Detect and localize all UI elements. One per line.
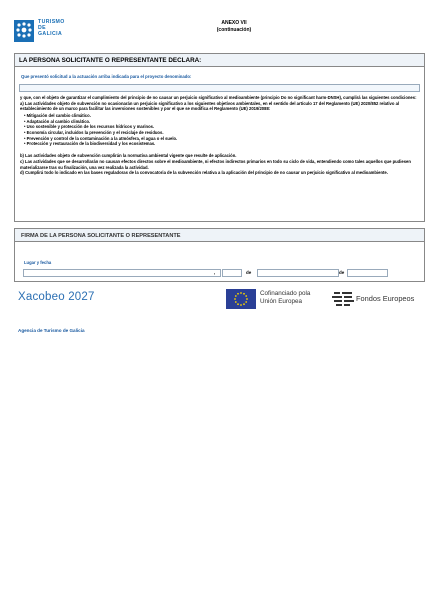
- declaration-item-c: c) Las actividades que se desarrollarán no causan efectos directos sobre el medioambiente, ni efectos indirectos primarios en todo su ciclo de vida, entendiendo como tales aquellos que pudiesen materializarse tras su finalización, una vez realizada la actividad.: [20, 158, 411, 170]
- declaration-item-d: d) Cumplirá todo lo indicado en las bases reguladoras de la convocatoria de la subvención relativa a la aplicación del principio de no causar un perjuicio significativo al medioambiente.: [20, 170, 388, 176]
- declaration-header: [15, 54, 424, 67]
- list-item: • Mitigación del cambio climático.: [24, 113, 422, 119]
- european-funds-icon: [332, 290, 354, 308]
- eu-line: Cofinanciado pola: [260, 290, 311, 297]
- xacobeo-logo: Xacobeo 2027: [18, 291, 95, 303]
- de-separator: de: [246, 270, 252, 275]
- project-label: Que presentó solicitud a la actuación arriba indicada para el proyecto denominado:: [21, 74, 192, 79]
- agency-name: Agencia de Turismo de Galicia: [18, 328, 85, 333]
- declaration-item-a: a) Las actividades objeto de subvención no ocasionarán un perjuicio significativo a los siguientes objetivos ambientales, en el sentido del artículo 17 del Reglamento (UE) 2020/852 relativo al establecimiento de un marco para facilitar las inversiones sostenibles y por el que se modifica el Reglamento (UE) 2019/2088:: [20, 100, 400, 112]
- signature-title: FIRMA DE LA PERSONA SOLICITANTE O REPRESENTANTE: [21, 232, 181, 239]
- month-input[interactable]: [257, 269, 339, 277]
- logo-wordmark: [38, 19, 65, 38]
- list-item: • Economía circular, incluidos la prevención y el reciclaje de residuos.: [24, 130, 422, 136]
- declaration-title: LA PERSONA SOLICITANTE O REPRESENTANTE DECLARA:: [19, 57, 202, 64]
- eu-line: Unión Europea: [260, 297, 303, 305]
- eu-flag-icon: [226, 289, 256, 309]
- list-item: • Protección y restauración de la biodiversidad y los ecosistemas.: [24, 141, 422, 147]
- list-item: • Adaptación al cambio climático.: [24, 119, 422, 125]
- place-input[interactable]: [23, 269, 221, 277]
- list-item: • Prevención y control de la contaminación a la atmósfera, el agua o el suelo.: [24, 136, 422, 142]
- logo-line: DE: [38, 25, 47, 32]
- day-input[interactable]: [222, 269, 242, 277]
- project-name-input[interactable]: [19, 84, 420, 92]
- declaration-section: [14, 53, 425, 222]
- place-date-label: Lugar y fecha: [24, 260, 52, 265]
- declaration-item-b: b) Las actividades objeto de subvención cumplirán la normativa ambiental vigente que resulte de aplicación.: [20, 153, 237, 159]
- declaration-intro: y que, con el objeto de garantizar el cumplimiento del principio de no causar un perjuicio significativo al medioambiente (principio Do no significant harm-DNSH), cumplirá las siguientes condiciones:: [20, 95, 417, 100]
- objectives-list: [20, 113, 422, 147]
- european-funds-text: Fondos Europeos: [356, 294, 415, 303]
- list-item: • Uso sostenible y protección de los recursos hídricos y marinos.: [24, 124, 422, 130]
- declaration-body: [20, 95, 422, 176]
- signature-header: [15, 229, 424, 242]
- year-input[interactable]: [347, 269, 388, 277]
- scallop-shell-icon: [14, 20, 34, 42]
- annex-subtitle: (continuación): [216, 27, 252, 33]
- comma-separator: ,: [214, 270, 216, 275]
- annex-title: ANEXO VII: [221, 20, 247, 26]
- turismo-galicia-logo: [14, 18, 84, 46]
- de-separator: de: [339, 270, 345, 275]
- eu-cofinance-text: [260, 290, 310, 305]
- logo-line: TURISMO: [38, 19, 65, 25]
- signature-section: [14, 228, 425, 282]
- logo-line: GALICIA: [38, 31, 63, 38]
- annex-heading: [214, 20, 254, 34]
